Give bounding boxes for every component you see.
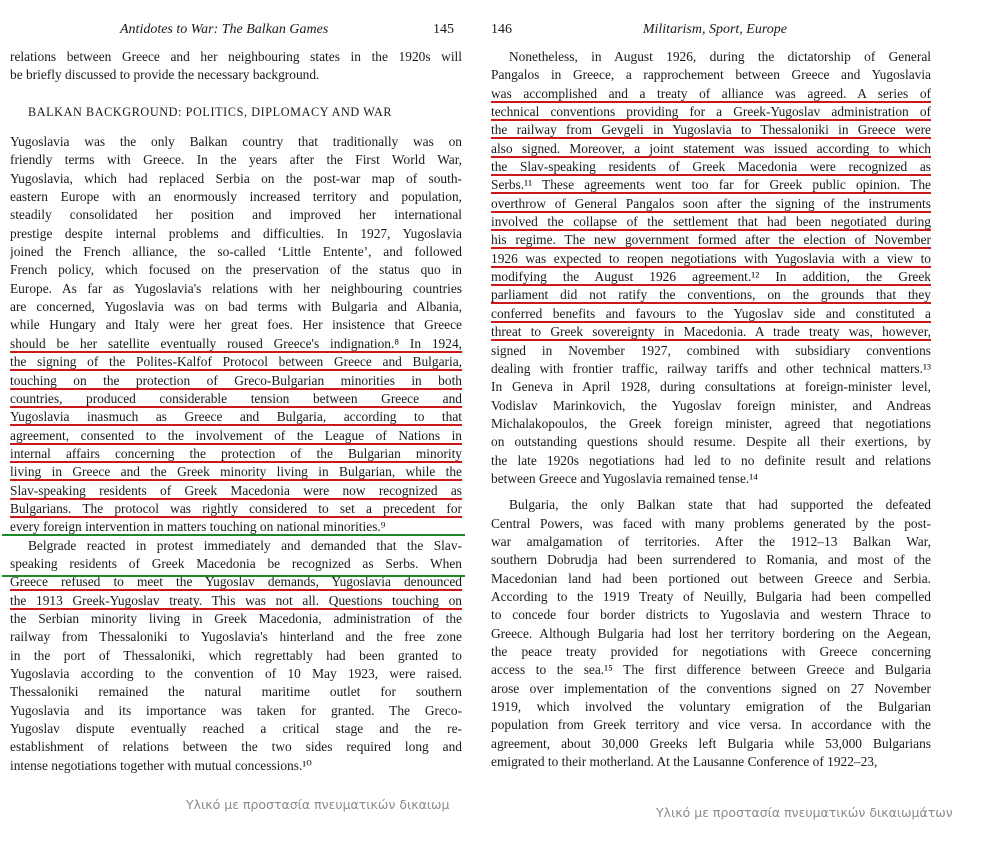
text-line: countries, produced considerable tension between Greece and [10,390,462,406]
text-line: the signing of the Polites-Kalfof Protocol between Greece and Bulgaria, [10,354,462,370]
text-line: modifying the August 1926 agreement.¹² In addition, the Greek [491,269,931,285]
text-line: Greece refused to meet the Yugoslav demands, Yugoslavia denounced [10,574,462,590]
text-line: southern Dobrudja had been surrendered to Romania, and most of the [491,552,931,568]
text-line: Vodislav Marinkovich, the Yugoslav foreign minister, and Andreas [491,397,931,413]
text-line: conferred benefits and favours to the Yugoslav side and constituted a [491,305,931,321]
left-text-block [10,48,462,775]
text-line: steadily consolidated her position and improved her international [10,207,462,223]
text-line: his regime. The new government formed after the election of November [491,232,931,248]
right-running-title: Militarism, Sport, Europe [642,22,787,37]
text-line: establishment of relations between the two sides required long and [10,739,462,755]
text-line: Yugoslavia inasmuch as Greece and Bulgaria, according to that [10,409,462,425]
text-line: In Geneva in April 1928, during consultations at foreign-minister level, [491,379,931,395]
text-line: dealing with frontier traffic, railway tariffs and other technical matters.¹³ [491,360,931,376]
text-line: prestige despite internal problems and difficulties. In 1927, Yugoslavia [10,225,462,241]
right-paragraph-2 [491,496,931,771]
text-line: eastern Europe with an enormously increased territory and population, [10,189,462,205]
text-line: signed in November 1927, combined with subsidiary conventions [491,342,931,358]
text-line: French policy, which focused on the preservation of the status quo in [10,262,462,278]
text-line: Yugoslavia according to the convention of 10 May 1923, were raised. [10,666,462,681]
text-line: the Slav-speaking residents of Greek Macedonia were recognized as [491,159,931,175]
text-line: Bulgarians. The protocol was rightly considered to set a precedent for [10,500,462,516]
text-line: Thessaloniki remained the natural maritime outlet for southern [10,684,462,700]
text-line: Yugoslav dispute eventually reached a critical stage and the re- [10,721,462,737]
green-highlight-box [2,534,465,577]
right-running-head [491,22,931,48]
right-paragraph-1 [491,48,931,488]
text-line: the Serbian minority living in Greek Macedonia, administration of the [10,610,462,626]
text-line: agreement, about 30,000 Greeks left Bulgaria while 53,000 Bulgarians [491,735,931,751]
text-line: internal affairs concerning the protection of the Bulgarian minority [10,445,462,461]
text-line: the railway from Gevgeli in Yugoslavia to Thessaloniki in Greece were [491,122,931,138]
text-line: the peace treaty provided for negotiations with Greece concerning [491,644,931,659]
left-running-title: Antidotes to War: The Balkan Games [120,22,329,37]
text-line: between Greece and Yugoslavia remained tense.¹⁴ [491,470,758,486]
text-line: Greece. Although Bulgaria had lost her territory bordering on the Aegean, [491,625,931,641]
left-page [10,22,462,775]
text-line: threat to Greek sovereignty in Macedonia. A trade treaty was, however, [491,324,931,340]
text-line: the 1913 Greek-Yugoslav treaty. This was not all. Questions touching on [10,592,462,608]
text-line: relations between Greece and her neighbouring states in the 1920s will [10,49,462,64]
right-text-block [491,48,931,771]
text-line: every foreign intervention in matters touching on national minorities.⁹ [10,519,386,535]
left-intro [10,48,462,85]
text-line: technical conventions providing for a Greek-Yugoslav administration of [491,104,931,120]
text-line: involved the collapse of the settlement that had been negotiated during [491,214,931,230]
text-line: Central Powers, was faced with many problems generated by the post- [491,515,931,531]
text-line: agreement, consented to the involvement of the League of Nations in [10,427,462,443]
text-line: are concerned, Yugoslavia was on bad terms with Bulgaria and Albania, [10,299,462,315]
text-line: Bulgaria, the only Balkan state that had supported the defeated [509,497,931,513]
text-line: Macedonian land had been portioned out between Greece and Serbia. [491,570,931,586]
text-line: joined the French alliance, the so-called ‘Little Entente’, and followed [10,244,462,260]
text-line: arose over implementation of the conventions signed on 27 November [491,680,931,696]
left-paragraph-1 [10,133,462,537]
text-line: railway from Thessaloniki to Yugoslavia's hinterland and the free zone [10,629,462,645]
text-line: should be her satellite eventually roused Greece's indignation.⁸ In 1924, [10,335,462,351]
text-line: Nonetheless, in August 1926, during the dictatorship of General [509,49,931,64]
text-line: the late 1920s negotiations had led to no definite result and relations [491,452,931,468]
text-line: overthrow of General Pangalos soon after the signing of the instruments [491,195,931,211]
text-line: Pangalos in Greece, a rapprochement between Greece and Yugoslavia [491,67,931,83]
text-line: to concede four border districts to Yugoslavia and western Thrace to [491,607,931,623]
text-line: in the port of Thessaloniki, which regrettably had been granted to [10,647,462,663]
left-watermark: Υλικό με προστασία πνευματικών δικαιωμ [186,797,450,812]
text-line: 1926 was expected to reopen negotiations with Yugoslavia with a view to [491,250,931,266]
text-line: war amalgamation of territories. After the 1912–13 Balkan War, [491,533,931,549]
text-line: parliament did not ratify the conventions, on the grounds that they [491,287,931,303]
text-line: According to the 1919 Treaty of Neuilly, Bulgaria had been compelled [491,588,931,604]
text-line: on outstanding questions should resume. Despite all their exertions, by [491,434,931,450]
text-line: intense negotiations together with mutual concessions.¹⁰ [10,757,312,773]
text-line: emigrated to their motherland. At the Lausanne Conference of 1922–23, [491,754,878,770]
text-line: touching on the protection of Greco-Bulgarian minorities in both [10,372,462,388]
text-line: Michalakopoulos, the Greek foreign minister, agreed that negotiations [491,415,931,431]
text-line: Serbs.¹¹ These agreements went too far for Greek public opinion. The [491,177,931,193]
text-line: access to the sea.¹⁵ The first difference between Greece and Bulgaria [491,662,931,678]
left-page-number: 145 [433,22,454,37]
text-line: also signed. Moreover, a joint statement was issued according to which [491,140,931,156]
text-line: be briefly discussed to provide the necessary background. [10,67,320,83]
text-line: 1919, which involved the voluntary emigration of the Bulgarian [491,699,931,715]
text-line: Europe. As far as Yugoslavia's relations with her neighbouring countries [10,280,462,296]
text-line: was accomplished and a treaty of alliance was agreed. A series of [491,85,931,101]
text-line: friendly terms with Greece. In the years after the First World War, [10,152,462,168]
text-line: while Hungary and Italy were her great foes. Her insistence that Greece [10,317,462,333]
text-line: Slav-speaking residents of Greek Macedonia were now recognized as [10,482,462,498]
text-line: Belgrade reacted in protest immediately and demanded that the Slav- [28,537,462,553]
text-line: Yugoslavia was the only Balkan country that traditionally was on [10,134,462,150]
right-page [491,22,931,771]
text-line: living in Greece and the Greek minority living in Bulgarian, while the [10,464,462,480]
text-line: speaking residents of Greek Macedonia be recognized as Serbs. When [10,555,462,571]
right-page-number: 146 [491,22,512,37]
left-running-head [10,22,462,48]
right-watermark: Υλικό με προστασία πνευματικών δικαιωμάτων [656,805,953,820]
text-line: population from Greek territory and vice versa. In accordance with the [491,717,931,733]
section-heading: BALKAN BACKGROUND: POLITICS, DIPLOMACY AND WAR [28,104,393,119]
text-line: Yugoslavia, which had replaced Serbia on the post-war map of south- [10,170,462,186]
text-line: Yugoslavia and its importance was taken for granted. The Greco- [10,702,462,718]
